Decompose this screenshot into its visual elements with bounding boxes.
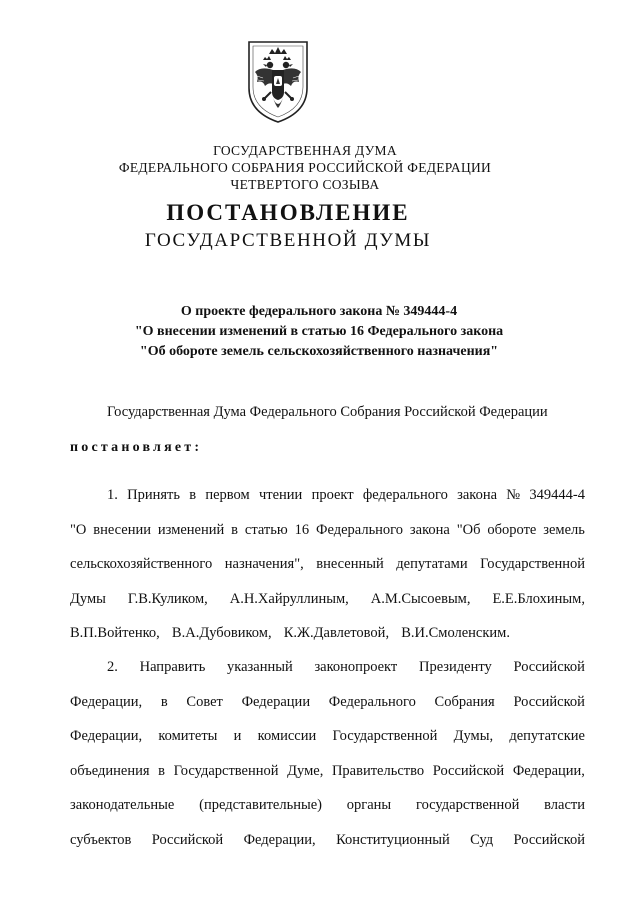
- word: К.Ж.Давлетовой,: [283, 625, 390, 641]
- resolution-subject: [0, 302, 640, 362]
- word: В.И.Смоленским.: [401, 625, 510, 641]
- word: изменений: [157, 521, 225, 538]
- paragraph-line: [70, 823, 585, 858]
- paragraph-line: [70, 582, 585, 617]
- word: депутатские: [509, 728, 585, 744]
- word: (представительные): [199, 797, 322, 813]
- paragraph-line: [70, 478, 585, 513]
- header-line-duma: ГОСУДАРСТВЕННАЯ ДУМА: [213, 143, 397, 158]
- word: Федерального: [328, 693, 416, 710]
- word: законопроект: [314, 659, 398, 675]
- subject-line-2: "О внесении изменений в статью 16 Федерального закона: [134, 324, 504, 339]
- word: Думе,: [287, 762, 324, 779]
- word: законодательные: [70, 797, 175, 813]
- word: 2.: [107, 659, 118, 675]
- paragraph-line: [70, 788, 585, 823]
- paragraph-line: [70, 650, 585, 685]
- word: 349444-4: [529, 487, 585, 503]
- word: "Об: [456, 521, 481, 538]
- word: 16: [294, 521, 310, 538]
- word: Российской: [151, 831, 224, 848]
- word: Российской: [513, 659, 585, 675]
- word: и: [233, 728, 242, 744]
- word: Суд: [470, 831, 494, 848]
- preamble-text: Государственная Дума Федерального Собрания Российской Федерации: [107, 404, 548, 420]
- word: проект: [311, 487, 354, 503]
- word: В.П.Войтенко,: [70, 625, 160, 641]
- word: депутатами: [396, 556, 468, 572]
- paragraph-line: [70, 719, 585, 754]
- word: Думы,: [453, 728, 494, 744]
- word: Собрания: [434, 693, 495, 710]
- word: Федерального: [316, 521, 404, 538]
- word: Федерации,: [512, 762, 585, 779]
- word: Федерации: [241, 693, 311, 710]
- word: №: [506, 487, 521, 503]
- word: Направить: [139, 659, 206, 675]
- word: закона: [409, 521, 450, 538]
- word: в: [158, 762, 166, 779]
- word: назначения",: [224, 556, 304, 572]
- word: Государственной: [332, 728, 438, 744]
- word: внесенный: [316, 556, 384, 572]
- word: сельскохозяйственного: [70, 556, 213, 572]
- issuing-body-header: [0, 142, 640, 193]
- word: указанный: [227, 659, 293, 675]
- word: Е.Е.Блохиным,: [492, 590, 585, 607]
- word: Федерации,: [243, 831, 316, 848]
- word: закона: [457, 487, 498, 503]
- word: 1.: [107, 487, 118, 503]
- word: статью: [244, 521, 288, 538]
- word: Российской: [432, 762, 505, 779]
- decrees-word: постановляет:: [70, 440, 203, 455]
- word: Государственной: [480, 556, 585, 572]
- paragraph-line: [70, 685, 585, 720]
- subject-line-3: "Об обороте земель сельскохозяйственного назначения": [139, 344, 499, 359]
- word: Думы: [70, 590, 106, 607]
- word: органы: [346, 797, 392, 813]
- word: Президенту: [418, 659, 492, 675]
- word: федерального: [362, 487, 448, 503]
- word: Российской: [513, 831, 585, 848]
- word: власти: [544, 797, 585, 813]
- header-line-convocation: ЧЕТВЕРТОГО СОЗЫВА: [230, 177, 380, 192]
- paragraph-line: [70, 754, 585, 789]
- word: государственной: [415, 797, 520, 813]
- word: в: [160, 693, 168, 710]
- word: земель: [543, 521, 585, 538]
- paragraph-2: [70, 650, 585, 857]
- word: Совет: [186, 693, 223, 710]
- paragraph-line: [70, 547, 585, 582]
- word: первом: [205, 487, 250, 503]
- word: Федерации,: [70, 728, 143, 744]
- word: А.М.Сысоевым,: [370, 590, 471, 607]
- word: Принять: [127, 487, 180, 503]
- word: "О: [70, 521, 87, 538]
- word: В.А.Дубовиком,: [171, 625, 272, 641]
- word: обороте: [487, 521, 537, 538]
- document-type-title: ПОСТАНОВЛЕНИЕ: [166, 200, 410, 225]
- word: Федерации,: [70, 693, 143, 710]
- word: Государственной: [173, 762, 279, 779]
- header-line-assembly: ФЕДЕРАЛЬНОГО СОБРАНИЯ РОССИЙСКОЙ ФЕДЕРАЦИИ: [118, 160, 492, 175]
- word: объединения: [70, 762, 150, 779]
- word: А.Н.Хайруллиным,: [229, 590, 349, 607]
- word: чтении: [258, 487, 303, 503]
- word: внесении: [93, 521, 152, 538]
- word: субъектов: [70, 831, 132, 848]
- word: Конституционный: [336, 831, 450, 848]
- coat-of-arms-emblem-icon: [243, 36, 313, 126]
- word: комиссии: [257, 728, 317, 744]
- word: Российской: [513, 693, 585, 710]
- paragraph-line: [70, 616, 510, 651]
- subject-line-1: О проекте федерального закона № 349444-4: [180, 304, 458, 319]
- paragraph-line: [70, 513, 585, 548]
- word: в: [231, 521, 239, 538]
- paragraph-1: [70, 478, 585, 651]
- document-type-subtitle: ГОСУДАРСТВЕННОЙ ДУМЫ: [144, 230, 432, 251]
- word: комитеты: [158, 728, 218, 744]
- word: в: [189, 487, 197, 503]
- word: Г.В.Куликом,: [127, 590, 208, 607]
- word: Правительство: [331, 762, 425, 779]
